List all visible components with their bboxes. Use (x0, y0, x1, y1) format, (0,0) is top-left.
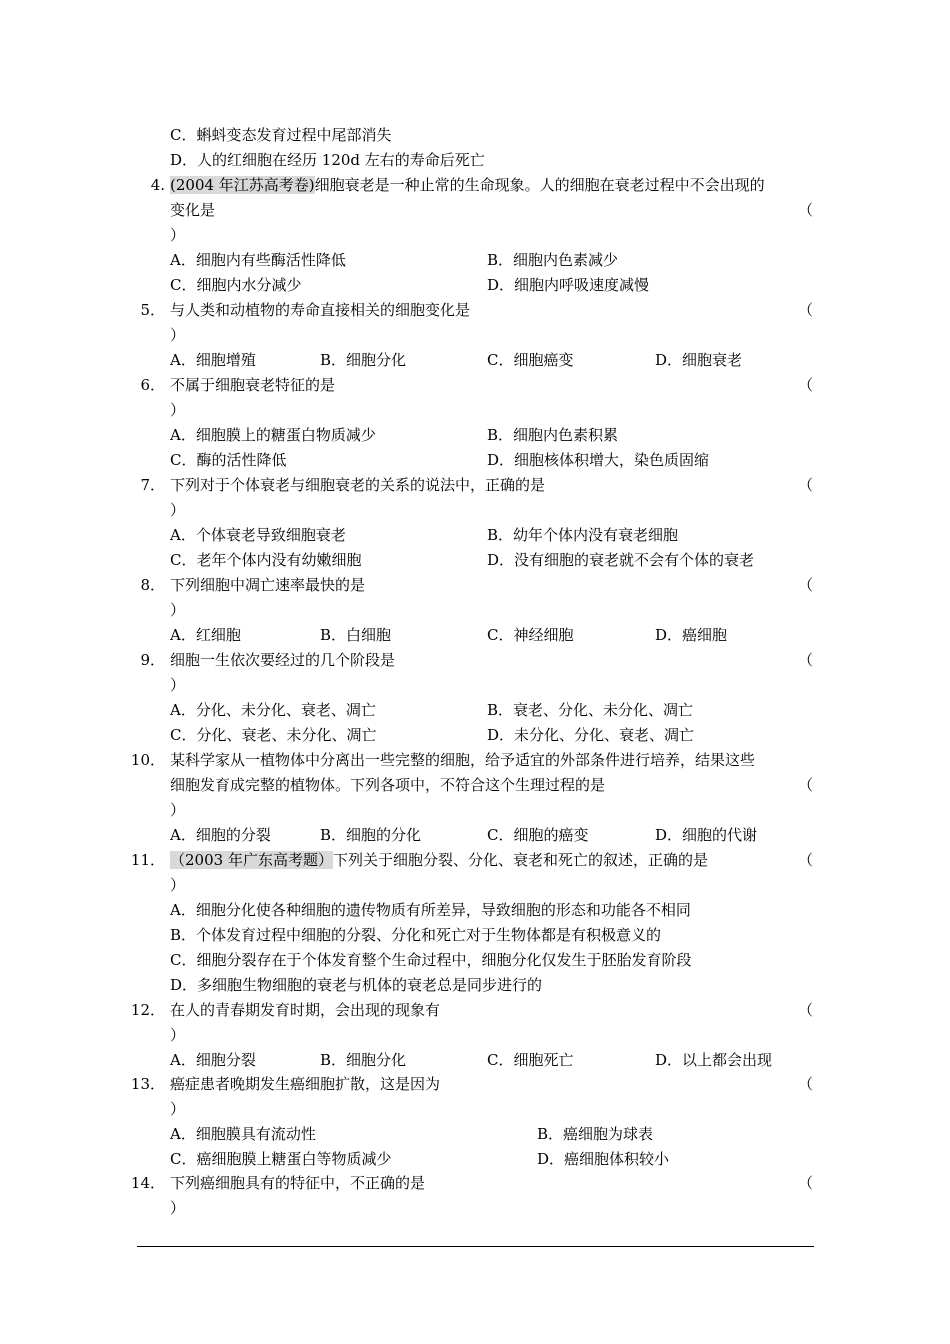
q5-number: 5． (140, 301, 165, 319)
q12-option-b: B．细胞分化 (320, 1051, 407, 1069)
q12-option-a: A．细胞分裂 (170, 1051, 256, 1069)
q3-option-d: D．人的红细胞在经历 120d 左右的寿命后死亡 (170, 151, 485, 169)
q11-answer-paren-close: ） (170, 876, 186, 894)
q6-answer-paren-close: ） (170, 401, 186, 419)
q6-option-b: B．细胞内色素积累 (487, 426, 619, 444)
q14-stem: 下列癌细胞具有的特征中，不正确的是 (170, 1174, 426, 1192)
q7-option-b: B．幼年个体内没有衰老细胞 (487, 526, 679, 544)
q8-number: 8． (140, 576, 165, 594)
q10-option-c: C．细胞的癌变 (487, 826, 589, 844)
q10-number: 10． (130, 751, 165, 769)
q8-option-a: A．红细胞 (170, 626, 241, 644)
q10-stem-line2: 细胞发育成完整的植物体。下列各项中，不符合这个生理过程的是 (170, 776, 606, 794)
q10-stem-line1: 某科学家从一植物体中分离出一些完整的细胞，给予适宜的外部条件进行培养，结果这些 (170, 751, 756, 769)
q11-option-b: B．个体发育过程中细胞的分裂、分化和死亡对于生物体都是有积极意义的 (170, 926, 662, 944)
q11-stem (170, 848, 815, 873)
q10-option-d: D．细胞的代谢 (655, 826, 758, 844)
q7-option-c: C．老年个体内没有幼嫩细胞 (170, 551, 362, 569)
q8-answer-paren-open: （ (798, 576, 814, 594)
q9-answer-paren-close: ） (170, 676, 186, 694)
q11-option-c: C．细胞分裂存在于个体发育整个生命过程中，细胞分化仅发生于胚胎发育阶段 (170, 951, 692, 969)
footer-divider (137, 1246, 814, 1247)
q11-source: （2003 年广东高考题） (170, 851, 333, 869)
q8-answer-paren-close: ） (170, 601, 186, 619)
q13-option-c: C．癌细胞膜上糖蛋白等物质减少 (170, 1150, 392, 1168)
q14-answer-paren-open: （ (798, 1174, 814, 1192)
q6-number: 6． (140, 376, 165, 394)
q12-answer-paren-open: （ (798, 1001, 814, 1019)
q6-stem: 不属于细胞衰老特征的是 (170, 376, 336, 394)
q7-option-d: D．没有细胞的衰老就不会有个体的衰老 (487, 551, 755, 569)
q5-stem: 与人类和动植物的寿命直接相关的细胞变化是 (170, 301, 471, 319)
q13-answer-paren-close: ） (170, 1100, 186, 1118)
q9-option-b: B．衰老、分化、未分化、凋亡 (487, 701, 694, 719)
q4-option-d: D．细胞内呼吸速度减慢 (487, 276, 650, 294)
q12-number: 12． (130, 1001, 165, 1019)
q10-option-a: A．细胞的分裂 (170, 826, 271, 844)
q8-option-b: B．白细胞 (320, 626, 392, 644)
q9-option-d: D．未分化、分化、衰老、凋亡 (487, 726, 695, 744)
q7-stem: 下列对于个体衰老与细胞衰老的关系的说法中，正确的是 (170, 476, 546, 494)
q4-stem-text: 细胞衰老是一种止常的生命现象。人的细胞在衰老过程中不会出现的 (314, 176, 765, 194)
q7-option-a: A．个体衰老导致细胞衰老 (170, 526, 346, 544)
q8-option-d: D．癌细胞 (655, 626, 728, 644)
q14-answer-paren-close: ） (170, 1199, 186, 1217)
q13-option-d: D．癌细胞体积较小 (537, 1150, 670, 1168)
q5-answer-paren-close: ） (170, 326, 186, 344)
q4-stem-line2: 变化是 (170, 201, 216, 219)
q11-number: 11． (130, 851, 165, 869)
q7-number: 7． (140, 476, 165, 494)
q4-source: (2004 年江苏高考卷) (170, 176, 315, 194)
q4-answer-paren-open: （ (798, 201, 814, 219)
q10-answer-paren-open: （ (798, 776, 814, 794)
q13-option-b: B．癌细胞为球表 (537, 1125, 654, 1143)
q9-option-a: A．分化、未分化、衰老、凋亡 (170, 701, 376, 719)
q4-option-b: B．细胞内色素减少 (487, 251, 619, 269)
q13-answer-paren-open: （ (798, 1075, 814, 1093)
q6-option-c: C．酶的活性降低 (170, 451, 287, 469)
q13-stem: 癌症患者晚期发生癌细胞扩散，这是因为 (170, 1075, 441, 1093)
q5-option-a: A．细胞增殖 (170, 351, 256, 369)
q8-stem: 下列细胞中凋亡速率最快的是 (170, 576, 366, 594)
q13-option-a: A．细胞膜具有流动性 (170, 1125, 316, 1143)
q11-stem-text: 下列关于细胞分裂、分化、衰老和死亡的叙述，正确的是 (332, 851, 708, 869)
q10-option-b: B．细胞的分化 (320, 826, 422, 844)
q14-number: 14． (130, 1174, 165, 1192)
q7-answer-paren-close: ） (170, 501, 186, 519)
q9-answer-paren-open: （ (798, 651, 814, 669)
q5-answer-paren-open: （ (798, 301, 814, 319)
q4-option-a: A．细胞内有些酶活性降低 (170, 251, 346, 269)
q7-answer-paren-open: （ (798, 476, 814, 494)
q4-number: 4. (150, 176, 165, 194)
q13-number: 13． (130, 1075, 165, 1093)
q5-option-d: D．细胞衰老 (655, 351, 743, 369)
q6-answer-paren-open: （ (798, 376, 814, 394)
q6-option-a: A．细胞膜上的糖蛋白物质减少 (170, 426, 376, 444)
q8-option-c: C．神经细胞 (487, 626, 574, 644)
q4-answer-paren-close: ） (170, 226, 186, 244)
q9-number: 9． (140, 651, 165, 669)
q3-option-c: C．蝌蚪变态发育过程中尾部消失 (170, 126, 392, 144)
q4-option-c: C．细胞内水分减少 (170, 276, 302, 294)
q5-option-b: B．细胞分化 (320, 351, 407, 369)
q9-option-c: C．分化、衰老、未分化、凋亡 (170, 726, 377, 744)
q10-answer-paren-close: ） (170, 801, 186, 819)
q12-option-d: D．以上都会出现 (655, 1051, 773, 1069)
q12-option-c: C．细胞死亡 (487, 1051, 574, 1069)
q9-stem: 细胞一生依次要经过的几个阶段是 (170, 651, 396, 669)
q4-stem-line1 (170, 173, 815, 198)
q12-answer-paren-close: ） (170, 1026, 186, 1044)
q11-option-a: A．细胞分化使各种细胞的遗传物质有所差异，导致细胞的形态和功能各不相同 (170, 901, 691, 919)
q11-answer-paren-open: （ (798, 851, 814, 869)
q6-option-d: D．细胞核体积增大，染色质固缩 (487, 451, 710, 469)
q5-option-c: C．细胞癌变 (487, 351, 574, 369)
q12-stem: 在人的青春期发育时期，会出现的现象有 (170, 1001, 441, 1019)
q11-option-d: D．多细胞生物细胞的衰老与机体的衰老总是同步进行的 (170, 976, 543, 994)
